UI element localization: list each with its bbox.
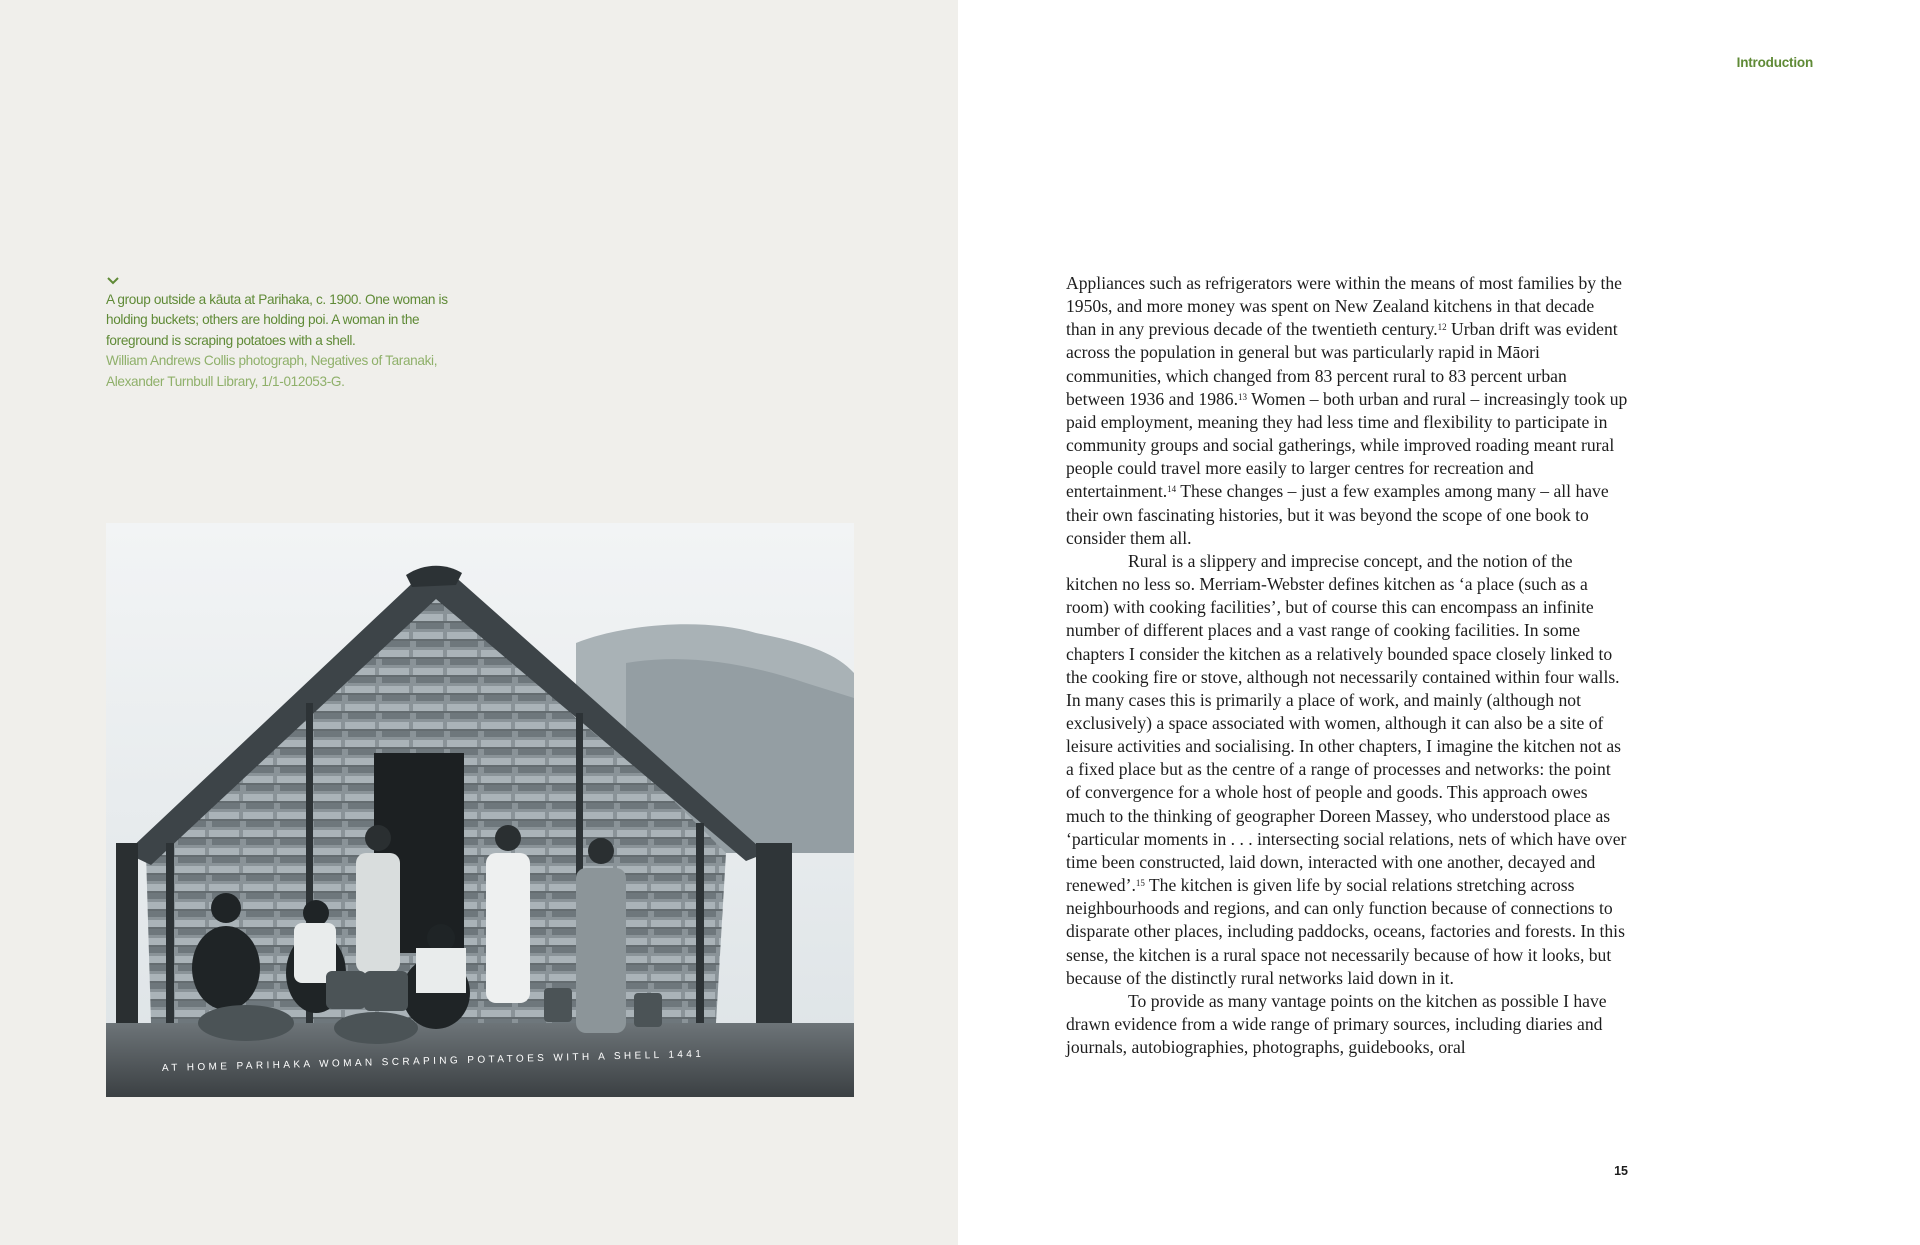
figure-caption [106,276,466,392]
footnote-ref[interactable]: 14 [1167,484,1177,495]
caption-credit: William Andrews Collis photograph, Negatives of Taranaki, Alexander Turnbull Library, 1/1-012053-G. [106,353,438,389]
page-number: 15 [1614,1164,1628,1178]
footnote-ref[interactable]: 15 [1135,878,1145,889]
photo-illustration [106,523,854,1097]
paragraph-1: Appliances such as refrigerators were within the means of most families by the 1950s, and more money was spent on New Zealand kitchens in that decade than in any previous decade of the twentieth century.$^{12}$ Urban drift was evident across the population in general but was particularly rapid in Māori communities, which changed from 83 percent rural to 83 percent urban between 1936 and 1986.13 Women – both urban and rural – increasingly took up paid employment, meaning they had less time and flexibility to participate in community groups and social gatherings, while improved roading meant rural people could travel more easily to larger centres for recreation and entertainment.$^{14}$ These changes – just a few examples among many – all have their own fascinating histories, but it was beyond the scope of one book to consider them all. [1066,273,1628,548]
paragraph-2: Rural is a slippery and imprecise concept, and the notion of the kitchen no less so. Merriam-Webster defines kitchen as ‘a place (such as a room) with cooking facilities’, but of course this can encompass an infinite number of different places and a vast range of cooking facilities. In some chapters I consider the kitchen as a relatively bounded space closely linked to the cooking fire or stove, although not necessarily contained within four walls. In many cases this is primarily a place of work, and mainly (although not exclusively) a space associated with women, although it can also be a site of leisure activities and socialising. In other chapters, I imagine the kitchen not as a fixed place but as the centre of a range of processes and networks: the point of convergence for a whole host of people and goods. This approach owes much to the thinking of geographer Doreen Massey, who understood place as ‘particular moments in . . . intersecting social relations, nets of which have over time been constructed, laid down, interacted with one another, decayed and renewed’.$^{15}$ The kitchen is given life by social relations stretching across neighbourhoods and regions, and can only function because of connections to disparate other places, including paddocks, oceans, factories and forests. In this sense, the kitchen is a rural space not necessarily because of how it looks, but because of the distinctly rural networks laid down in it. [1066,550,1627,988]
historic-photograph [106,523,854,1097]
footnote-ref[interactable]: 12 [1437,322,1447,333]
left-page [0,0,958,1245]
body-text [1066,272,1628,1059]
chevron-down-icon [106,276,120,286]
footnote-ref[interactable]: 13 [1238,391,1247,402]
caption-text: A group outside a kāuta at Parihaka, c. 1900. One woman is holding buckets; others are holding poi. A woman in the foreground is scraping potatoes with a shell. [106,292,448,348]
photo-inscription: AT HOME PARIHAKA WOMAN SCRAPING POTATOES WITH A SHELL 1441 [161,1048,705,1074]
paragraph-3: To provide as many vantage points on the kitchen as possible I have drawn evidence from a wide range of primary sources, including diaries and journals, autobiographies, photographs, guidebooks, oral [1066,990,1607,1058]
running-head: Introduction [1736,55,1813,70]
